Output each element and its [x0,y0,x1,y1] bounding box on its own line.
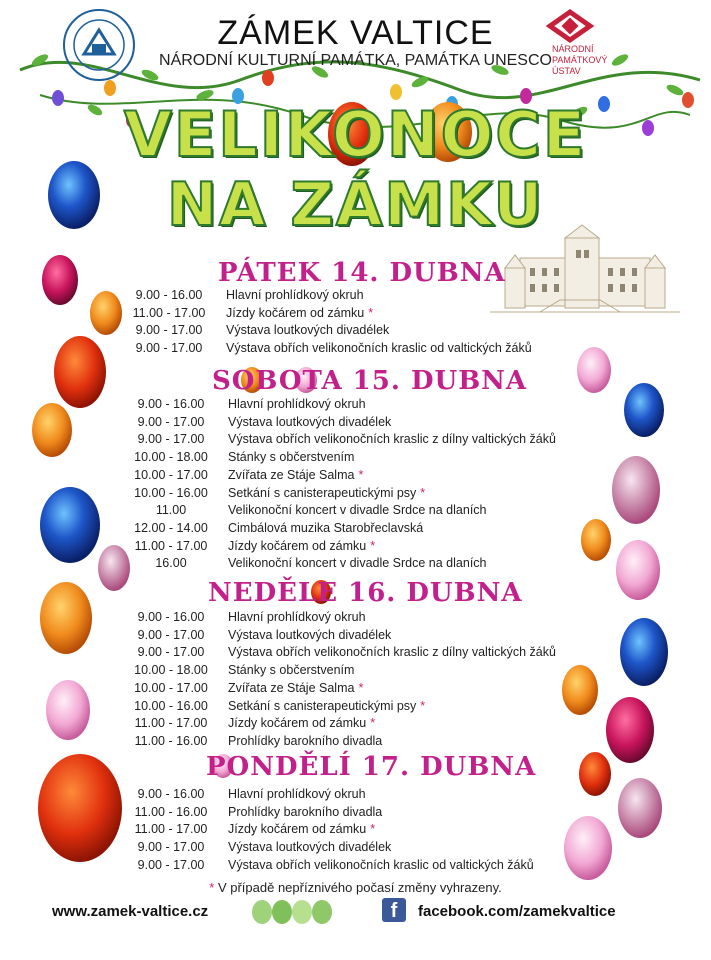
row-text: Prohlídky barokního divadla [228,733,383,748]
schedule-row [128,538,560,556]
schedule-row [128,502,560,520]
row-time: 9.00 - 17.00 [137,432,205,447]
row-text: Velikonoční koncert v divadle Srdce na dlaních [228,556,487,571]
schedule-row [128,662,560,680]
schedule-sunday [128,609,560,751]
row-text: Výstava loutkových divadélek [228,627,392,642]
schedule-saturday [128,396,560,573]
row-time: 9.00 - 17.00 [137,627,205,642]
row-time: 10.00 - 17.00 [134,680,208,695]
schedule-row [128,804,538,822]
schedule-row [128,449,560,467]
row-text: Zvířata ze Stáje Salma [228,680,355,695]
row-star: * [420,485,426,500]
row-text: Hlavní prohlídkový okruh [228,787,366,801]
schedule-row [128,839,538,857]
row-text: Výstava loutkových divadélek [228,840,392,855]
schedule-row [128,520,560,538]
schedule-row [128,396,560,414]
schedule-monday [128,786,538,875]
row-time: 9.00 - 17.00 [135,323,203,338]
schedule-row [128,467,560,485]
row-time: 11.00 - 17.00 [134,538,208,553]
row-text: Stánky s občerstvením [228,663,355,678]
row-time: 9.00 - 16.00 [137,397,205,411]
row-time: 12.00 - 14.00 [134,520,208,535]
day-title-friday: PÁTEK 14. DUBNA [218,258,506,288]
note-text: V případě nepříznivého počasí změny vyhrazeny. [217,880,502,895]
row-text: Hlavní prohlídkový okruh [226,288,364,302]
row-text: Výstava obřích velikonočních kraslic z dílny valtických žáků [228,645,556,660]
row-text: Zvířata ze Stáje Salma [228,467,355,482]
day-title-sunday: NEDĚLE 16. DUBNA [208,578,523,608]
event-title-line2: NA ZÁMKU [166,170,545,240]
row-time: 11.00 - 16.00 [134,804,208,819]
schedule-row [126,305,536,323]
row-time: 9.00 - 16.00 [137,787,205,801]
row-text: Výstava loutkových divadélek [226,323,390,338]
row-time: 10.00 - 18.00 [134,450,208,465]
row-text: Jízdy kočárem od zámku [228,538,367,553]
schedule-row [128,821,538,839]
event-title-line1: VELIKONOCE [123,98,588,171]
row-star: * [358,467,364,482]
row-time: 11.00 - 17.00 [132,305,206,320]
schedule-row [128,414,560,432]
schedule-row [128,715,560,733]
row-time: 9.00 - 16.00 [135,288,203,302]
row-time: 10.00 - 17.00 [134,467,208,482]
row-time: 9.00 - 17.00 [137,840,205,855]
website-link[interactable]: www.zamek-valtice.cz [52,903,209,920]
row-star: * [370,822,376,837]
day-title-saturday: SOBOTA 15. DUBNA [212,366,528,396]
row-time: 10.00 - 18.00 [134,663,208,678]
row-time: 9.00 - 17.00 [137,414,205,429]
row-text: Stánky s občerstvením [228,450,355,465]
day-title-monday: PONDĚLÍ 17. DUBNA [206,752,537,782]
facebook-link[interactable]: facebook.com/zamekvaltice [418,903,616,920]
schedule-row [128,644,560,662]
row-text: Jízdy kočárem od zámku [228,822,367,837]
row-time: 10.00 - 16.00 [134,698,208,713]
note-star: * [209,880,215,895]
schedule-row [126,340,536,358]
header-title: ZÁMEK VALTICE [217,14,494,52]
schedule-row [128,485,560,503]
row-text: Setkání s canisterapeutickými psy [228,698,417,713]
row-text: Setkání s canisterapeutickými psy [228,485,417,500]
row-star: * [358,680,364,695]
schedule-row [128,786,538,804]
schedule-row [126,287,536,305]
row-star: * [370,538,376,553]
row-text: Prohlídky barokního divadla [228,804,383,819]
row-time: 10.00 - 16.00 [134,485,208,500]
row-time: 9.00 - 17.00 [137,645,205,660]
npu-logo-text: NÁRODNÍ PAMÁTKOVÝ ÚSTAV [552,44,608,76]
schedule-row [128,431,560,449]
row-star: * [420,698,426,713]
row-text: Jízdy kočárem od zámku [228,716,367,731]
row-text: Výstava obřích velikonočních kraslic z dílny valtických žáků [228,432,556,447]
schedule-row [128,698,560,716]
row-text: Hlavní prohlídkový okruh [228,610,366,624]
row-time: 11.00 - 17.00 [134,716,208,731]
row-text: Velikonoční koncert v divadle Srdce na dlaních [228,503,487,518]
row-time: 9.00 - 17.00 [135,341,203,356]
weather-note [0,880,711,895]
row-text: Výstava obřích velikonočních kraslic od valtických žáků [226,341,532,356]
row-time: 9.00 - 17.00 [137,857,205,872]
schedule-row [126,322,536,340]
schedule-row [128,627,560,645]
schedule-row [128,555,560,573]
row-star: * [368,305,374,320]
header-subtitle: NÁRODNÍ KULTURNÍ PAMÁTKA, PAMÁTKA UNESCO [159,52,552,69]
row-star: * [370,716,376,731]
schedule-row [128,609,560,627]
schedule-row [128,857,538,875]
facebook-icon[interactable]: f [382,898,406,922]
row-time: 9.00 - 16.00 [137,610,205,624]
row-text: Výstava obřích velikonočních kraslic od valtických žáků [228,857,534,872]
schedule-friday [126,287,536,358]
row-text: Cimbálová muzika Starobřeclavská [228,520,424,535]
row-time: 16.00 [155,556,187,571]
row-text: Hlavní prohlídkový okruh [228,397,366,411]
schedule-row [128,733,560,751]
schedule-row [128,680,560,698]
row-text: Výstava loutkových divadélek [228,414,392,429]
row-time: 11.00 - 16.00 [134,733,208,748]
row-time: 11.00 [155,503,187,518]
row-text: Jízdy kočárem od zámku [226,305,365,320]
row-time: 11.00 - 17.00 [134,822,208,837]
